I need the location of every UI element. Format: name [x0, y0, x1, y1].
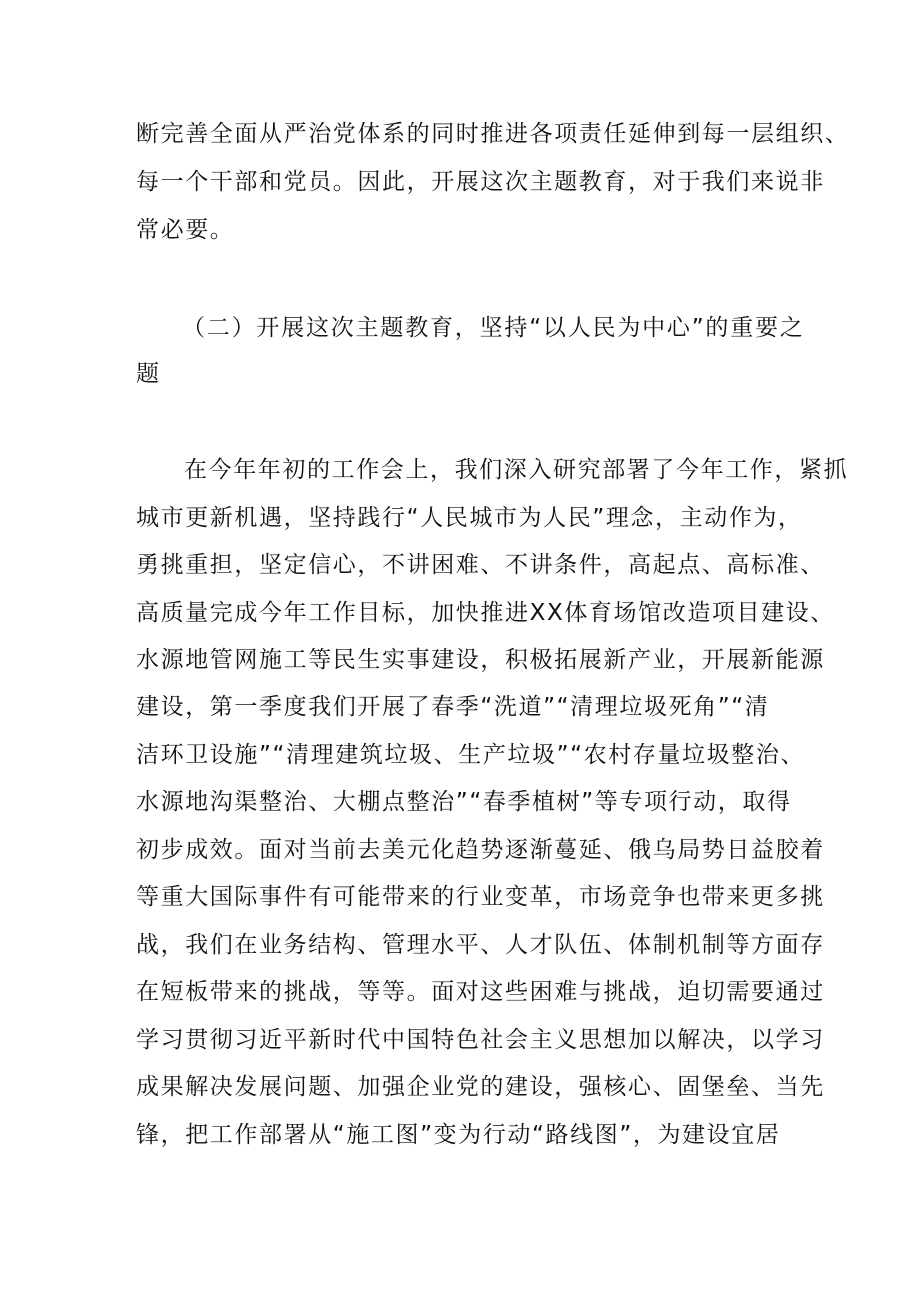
heading-line: 题	[136, 361, 161, 387]
paragraph-line: 水源地管网施工等民生实事建设，积极拓展新产业，开展新能源	[136, 647, 825, 673]
paragraph-line: 城市更新机遇，坚持践行“人民城市为人民”理念，主动作为，	[136, 505, 803, 531]
paragraph-line: 在短板带来的挑战，等等。面对这些困难与挑战，迫切需要通过	[136, 979, 825, 1005]
paragraph-line: 学习贯彻习近平新时代中国特色社会主义思想加以解决，以学习	[136, 1027, 825, 1053]
paragraph-line: 洁环卫设施”“清理建筑垃圾、生产垃圾”“农村存量垃圾整治、	[136, 742, 806, 768]
paragraph-line: 在今年年初的工作会上，我们深入研究部署了今年工作，紧抓	[184, 457, 849, 483]
paragraph-line: 初步成效。面对当前去美元化趋势逐渐蔓延、俄乌局势日益胶着	[136, 837, 825, 863]
paragraph-line: 每一个干部和党员。因此，开展这次主题教育，对于我们来说非	[136, 169, 825, 195]
heading-line: （二）开展这次主题教育，坚持“以人民为中心”的重要之	[182, 315, 805, 341]
paragraph-line: 勇挑重担，坚定信心，不讲困难、不讲条件，高起点、高标准、	[136, 552, 825, 578]
paragraph-line: 成果解决发展问题、加强企业党的建设，强核心、固堡垒、当先	[136, 1074, 825, 1100]
paragraph-line: 建设，第一季度我们开展了春季“洗道”“清理垃圾死角”“清	[136, 694, 770, 720]
paragraph-line: 战，我们在业务结构、管理水平、人才队伍、体制机制等方面存	[136, 932, 825, 958]
paragraph-line: 常必要。	[136, 217, 235, 243]
paragraph-line: 高质量完成今年工作目标，加快推进XX体育场馆改造项目建设、	[136, 600, 835, 626]
paragraph-line: 断完善全面从严治党体系的同时推进各项责任延伸到每一层组织、	[136, 121, 850, 147]
paragraph-line: 水源地沟渠整治、大棚点整治”“春季植树”等专项行动，取得	[136, 789, 792, 815]
paragraph-line: 锋，把工作部署从“施工图”变为行动“路线图”，为建设宜居	[136, 1122, 781, 1148]
paragraph-line: 等重大国际事件有可能带来的行业变革，市场竞争也带来更多挑	[136, 884, 825, 910]
